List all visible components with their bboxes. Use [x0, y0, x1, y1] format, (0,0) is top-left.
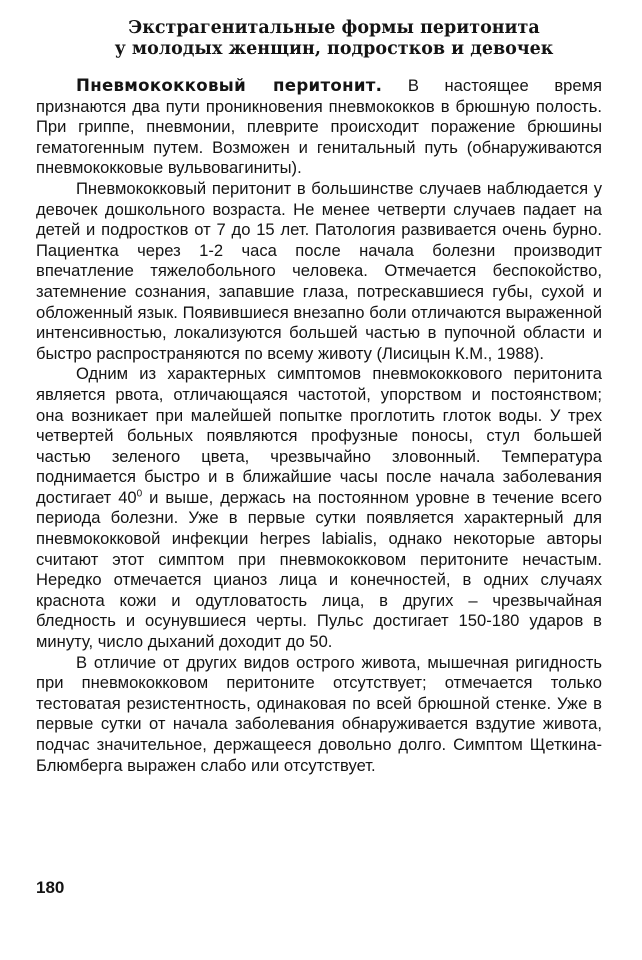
paragraph-2: Пневмококковый перитонит в большинстве случаев наблюдается у девочек дошкольного возраста. Не менее четверти случаев падает на детей и подростков от 7 до 15 лет. Патология развивается очень бурно. Пациентка через 1-2 часа после начала болезни производит впечатление тяжелобольного человека. Отмечается беспокойство, затемнение сознания, запавшие глаза, потрескавшиеся губы, сухой и обложенный язык. Появившиеся внезапно боли отличаются выраженной интенсивностью, локализуются большей частью в пупочной области и быстро распространяются по всему животу (Лисицын К.М., 1988). [36, 178, 602, 363]
paragraph-text: В настоящее время признаются два пути проникновения пневмококков в брюшную полость. При гриппе, пневмонии, плеврите происходит поражение брюшины гематогенным путем. Возможен и генитальный путь (обнаруживаются пневмококковые вульвовагиниты). [36, 76, 602, 178]
page-content [36, 18, 602, 776]
superscript-degree: 0 [136, 488, 143, 500]
paragraph-lead: Пневмококковый перитонит. [76, 76, 383, 95]
section-heading [36, 18, 602, 60]
paragraph-4: В отличие от других видов острого живота, мышечная ригидность при пневмококковом перитоните отсутствует; отмечается только тестоватая резистентность, одинаковая по всей брюшной стенке. Уже в первые сутки от начала заболевания обнаруживается вздутие живота, подчас значительное, держащееся довольно долго. Симптом Щеткина-Блюмберга выражен слабо или отсутствует. [36, 652, 602, 775]
paragraph-text-before: Одним из характерных симптомов пневмококкового перитонита является рвота, отличающаяся частотой, упорством и постоянством; она возникает при малейшей попытке проглотить глоток воды. У трех четвертей больных появляются профузные поносы, стул большей частью зеленого цвета, чрезвычайно зловонный. Температура поднимается быстро и в ближайшие часы после начала заболевания достигает 40 [36, 364, 602, 507]
paragraph-1 [36, 76, 602, 179]
paragraph-text-after: и выше, держась на постоянном уровне в течение всего периода болезни. Уже в первые сутки появляется характерный для пневмококковой инфекции herpes labialis, однако некоторые авторы считают этот симптом при пневмококковом перитоните нечастым. Нередко отмечается цианоз лица и конечностей, в одних случаях краснота кожи и одутловатость лица, в других – чрезвычайная бледность и осунувшиеся черты. Пульс достигает 150-180 ударов в минуту, число дыханий доходит до 50. [36, 487, 602, 652]
heading-line-2: у молодых женщин, подростков и девочек [114, 39, 554, 59]
body-text [36, 76, 602, 776]
heading-line-1: Экстрагенитальные формы перитонита [128, 18, 540, 38]
page-number: 180 [36, 878, 65, 897]
paragraph-3 [36, 364, 602, 652]
